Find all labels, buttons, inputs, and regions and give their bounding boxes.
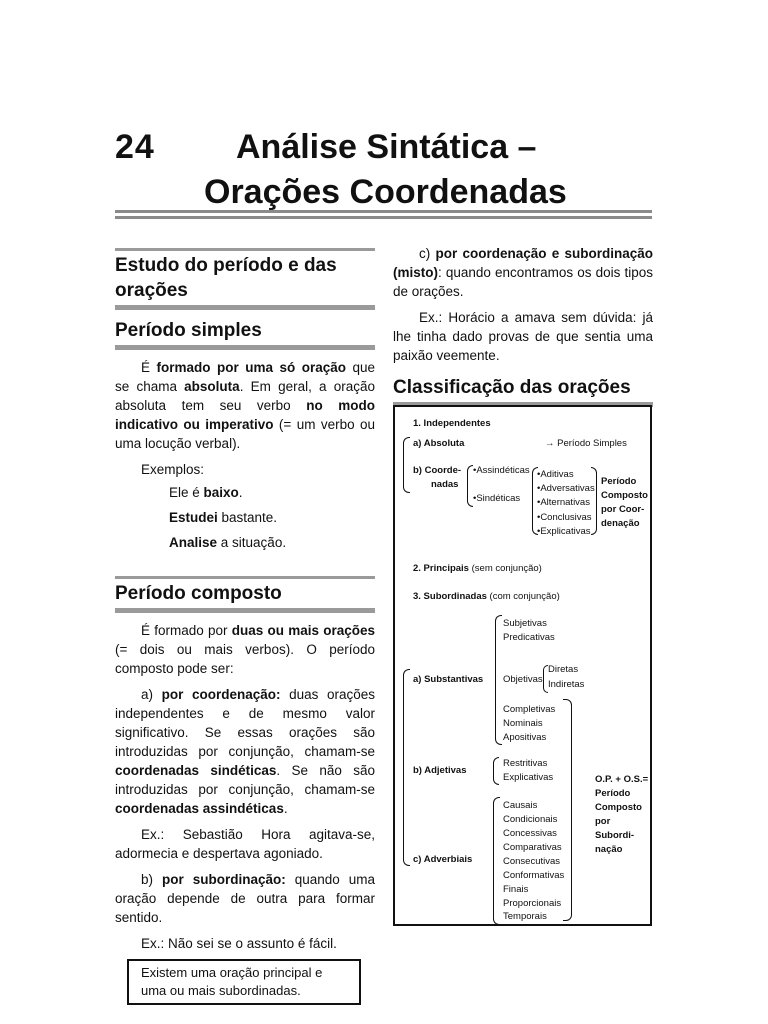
chapter-title-line1: Análise Sintática – [236,128,537,166]
label-subordinadas: 3. Subordinadas (com conjunção) [413,591,560,602]
label-adversativas: •Adversativas [537,483,595,494]
label-independentes: 1. Independentes [413,418,491,429]
brace-independentes [403,437,410,493]
label-absoluta: a) Absoluta [413,438,465,449]
boxed-note: Existem uma oração principal e uma ou mais subordinadas. [127,959,361,1005]
example-coordenacao: Ex.: Sebastião Hora agitava-se, adormecia e despertava agoniado. [115,827,375,861]
section-heading-periodo-simples: Período simples [115,318,375,350]
paragraph-composto-1: É formado por duas ou mais orações (= dois ou mais verbos). O período composto pode ser: [115,623,375,676]
example-3: Analise a situação. [169,535,287,550]
section-heading-classificacao: Classificação das orações [393,375,653,407]
label-composto-coord-2: Composto [601,490,648,501]
label-adjetivas: b) Adjetivas [413,765,467,776]
label-adverbiais: c) Adverbiais [413,854,473,865]
label-substantivas: a) Substantivas [413,674,484,685]
title-rule [115,210,652,219]
label-predicativas: Predicativas [503,632,555,643]
label-objetivas: Objetivas [503,674,543,685]
label-coordenadas-2: nadas [431,479,459,490]
label-explicativas-adj: Explicativas [503,772,554,783]
brace-adjetivas [493,757,499,785]
label-periodo-simples: → Período Simples [545,438,627,449]
label-conformativas: Conformativas [503,870,565,881]
label-op-os-1: O.P. + O.S.= [595,774,649,785]
brace-adverbiais [493,797,500,925]
example-2: Estudei bastante. [169,510,278,525]
example-1: Ele é baixo. [169,485,243,500]
label-causais: Causais [503,800,538,811]
label-op-os-2: Período [595,788,631,799]
section-heading-estudo: Estudo do período e das orações [115,248,375,310]
label-composto-coord-3: por Coor- [601,504,645,515]
classification-diagram [393,405,652,926]
label-restritivas: Restritivas [503,758,548,769]
label-conclusivas: •Conclusivas [537,512,592,523]
label-completivas: Completivas [503,704,556,715]
label-alternativas: •Alternativas [537,497,590,508]
label-op-os-5: Subordi- [595,830,635,841]
paragraph-subordinacao: b) por subordinação: quando uma oração depende de outra para formar sentido. [115,872,375,925]
label-temporais: Temporais [503,911,547,922]
label-finais: Finais [503,884,529,895]
label-consecutivas: Consecutivas [503,856,561,867]
label-concessivas: Concessivas [503,828,557,839]
label-op-os-3: Composto [595,802,642,813]
label-condicionais: Condicionais [503,814,558,825]
label-proporcionais: Proporcionais [503,898,562,909]
label-subjetivas: Subjetivas [503,618,547,629]
example-subordinacao: Ex.: Não sei se o assunto é fácil. [141,936,337,951]
section-heading-periodo-composto: Período composto [115,576,375,613]
label-op-os-6: nação [595,844,623,855]
label-composto-coord-4: denação [601,518,640,529]
chapter-title-line2: Orações Coordenadas [204,173,567,211]
label-nominais: Nominais [503,718,543,729]
label-aditivas: •Aditivas [537,469,574,480]
label-diretas: Diretas [548,664,579,675]
examples-label: Exemplos: [141,462,205,477]
example-misto: Ex.: Horácio a amava sem dúvida: já lhe tinha dado provas de que sentia uma paixão veemente. [393,310,653,363]
chapter-number: 24 [115,128,155,166]
label-coordenadas-1: b) Coorde- [413,465,462,476]
label-apositivas: Apositivas [503,732,547,743]
label-explicativas-coord: •Explicativas [537,526,591,537]
label-assindeticas: •Assindéticas [473,465,530,476]
label-comparativas: Comparativas [503,842,562,853]
label-indiretas: Indiretas [548,679,585,690]
brace-substantivas [495,615,502,745]
label-op-os-4: por [595,816,611,827]
label-composto-coord-1: Período [601,476,637,487]
label-sindeticas: •Sindéticas [473,493,521,504]
label-principais: 2. Principais (sem conjunção) [413,563,542,574]
brace-subordinadas [403,669,410,866]
right-column [393,244,653,415]
paragraph-misto: c) por coordenação e subordinação (misto): quando encontramos os dois tipos de orações. [393,246,654,299]
brace-subordinacao [563,699,572,921]
paragraph-coordenacao: a) por coordenação: duas orações independentes e de mesmo valor significativo. Se essas orações são introduzidas por conjunção, chamam-se coordenadas sindéticas. Se não são introduzidas por conjunção, chamam-se coordenadas assindéticas. [115,687,375,816]
paragraph-simples: É formado por uma só oração que se chama absoluta. Em geral, a oração absoluta tem seu verbo no modo indicativo ou imperativo (= um verbo ou uma locução verbal). [115,360,376,451]
brace-composto-coordenacao [591,467,597,535]
left-column [115,248,375,1005]
